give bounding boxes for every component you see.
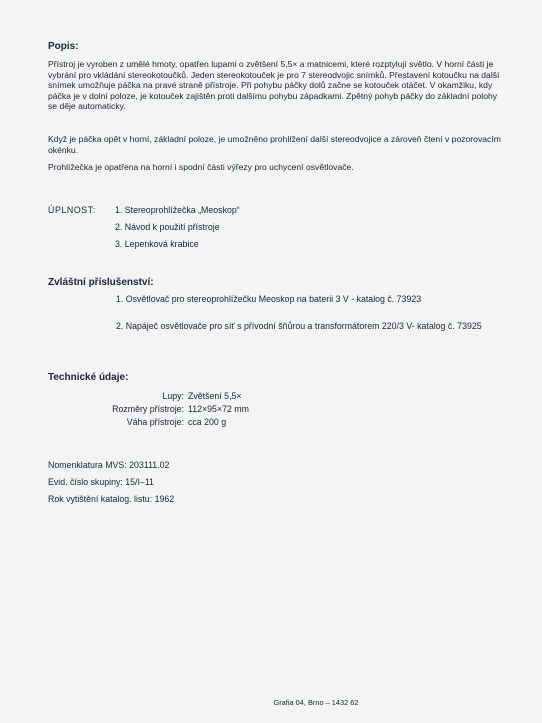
completeness-item-2: 2. Návod k použití přístroje bbox=[115, 222, 220, 232]
description-heading: Popis: bbox=[48, 41, 79, 52]
technical-heading: Technické údaje: bbox=[48, 372, 129, 383]
completeness-item-1: 1. Stereoprohlížečka „Meoskop“ bbox=[115, 205, 240, 215]
accessory-item-1: 1. Osvětlovač pro stereoprohlížečku Meoskop na baterii 3 V - katalog č. 73923 bbox=[116, 294, 422, 304]
accessories-heading: Zvláštní příslušenství: bbox=[48, 277, 154, 288]
description-paragraph-2: Když je páčka opět v horní, základní poloze, je umožněno prohlížení další stereodvojice a zároveň čtení v pozorovacím okénku. bbox=[48, 134, 501, 155]
technical-value-weight: cca 200 g bbox=[188, 417, 227, 427]
technical-label-dimensions: Rozměry přístroje: bbox=[112, 404, 184, 414]
description-paragraph-1: Přístroj je vyroben z umělé hmoty, opatřen lupami o zvětšení 5,5× a matnicemi, které rozptylují světlo. V horní části je vybrání pro vkládání stereokotoučků. Jeden stereokotouček je pro 7 stereodvojic snímků. Přestavení kotoučku na další snímek umožňuje páčka na pravé straně přístroje. Při pohybu páčky dolů začne se kotouček otáčet. V okamžiku, kdy páčka je v dolní poloze, je kotouček zajištěn proti dalšímu pohybu západkami. Zpětný pohyb páčky do základní polohy se děje automaticky. bbox=[48, 59, 500, 112]
accessory-item-2: 2. Napáječ osvětlovače pro síť s přívodní šňůrou a transformátorem 220/3 V- katalog č. 73925 bbox=[116, 321, 482, 331]
completeness-label: ÚPLNOST: bbox=[48, 205, 96, 215]
completeness-item-3: 3. Lepenková krabice bbox=[115, 239, 199, 249]
group-number: Evid. číslo skupiny: 15/I–11 bbox=[48, 477, 154, 487]
printer-footer: Grafia 04, Brno – 1432 62 bbox=[273, 698, 359, 707]
nomenclature: Nomenklatura MVS: 203111.02 bbox=[48, 460, 170, 470]
print-year: Rok vytištění katalog. listu: 1962 bbox=[48, 494, 175, 504]
technical-value-dimensions: 112×95×72 mm bbox=[188, 404, 249, 414]
technical-label-weight: Váha přístroje: bbox=[126, 417, 184, 427]
technical-label-lenses: Lupy: bbox=[162, 391, 184, 401]
description-paragraph-3: Prohlížečka je opatřena na horní i spodní části výřezy pro uchycení osvětlovače. bbox=[48, 162, 354, 172]
technical-value-lenses: Zvětšení 5,5× bbox=[188, 391, 242, 401]
